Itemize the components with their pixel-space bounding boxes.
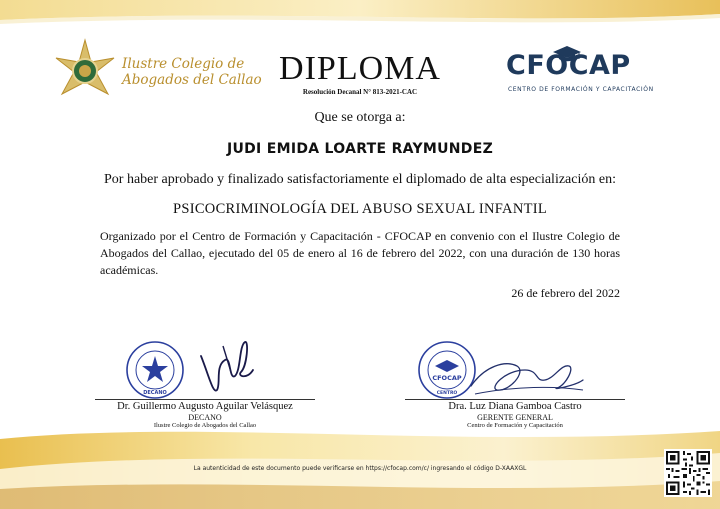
manager-organization: Centro de Formación y Capacitación — [467, 422, 563, 429]
colegio-seal-stamp-icon — [125, 340, 185, 400]
signature-line — [95, 399, 315, 400]
manager-role: GERENTE GENERAL — [477, 413, 553, 422]
top-gold-band — [0, 0, 720, 34]
dean-organization: Ilustre Colegio de Abogados del Callao — [153, 422, 257, 429]
diploma-title: DIPLOMA — [279, 50, 441, 87]
verification-note: La autenticidad de este documento puede verificarse en https://cfocap.com/c/ ingresando el código D-XAAXGL — [193, 465, 527, 472]
svg-text:DECANO: DECANO — [143, 390, 167, 396]
qr-code-icon[interactable] — [664, 449, 712, 497]
title-block — [262, 52, 458, 96]
colegio-name-line2: Abogados del Callao — [122, 72, 262, 88]
bottom-gold-band — [0, 419, 720, 509]
colegio-name-line1: Ilustre Colegio de — [122, 56, 245, 72]
colegio-star-emblem-icon — [52, 38, 118, 104]
svg-text:CENTRO: CENTRO — [436, 391, 458, 396]
svg-text:CFOCAP: CFOCAP — [432, 374, 462, 382]
signature-line — [405, 399, 625, 400]
cfocap-logo — [500, 44, 660, 100]
granted-to-label: Que se otorga a: — [314, 110, 406, 125]
award-reason: Por haber aprobado y finalizado satisfactoriamente el diplomado de alta especialización en: — [104, 172, 616, 187]
course-description: Organizado por el Centro de Formación y Capacitación - CFOCAP en convenio con el Ilustre Colegio de Abogados del Callao, ejecutado del 05 de enero al 16 de febrero del 2022, con una duración de 130 horas académicas. — [100, 229, 620, 277]
resolution-number: Resolución Decanal N° 813-2021-CAC — [302, 88, 418, 96]
manager-handwritten-signature-icon — [465, 356, 585, 398]
manager-name: Dra. Luz Diana Gamboa Castro — [448, 401, 582, 412]
colegio-name — [122, 56, 262, 88]
dean-handwritten-signature-icon — [195, 336, 255, 398]
cfocap-subtitle: CENTRO DE FORMACIÓN Y CAPACITACIÓN — [508, 86, 654, 93]
dean-name: Dr. Guillermo Augusto Aguilar Velásquez — [117, 401, 293, 412]
dean-role: DECANO — [188, 413, 222, 422]
course-title: PSICOCRIMINOLOGÍA DEL ABUSO SEXUAL INFANTIL — [172, 201, 548, 217]
recipient-name: JUDI EMIDA LOARTE RAYMUNDEZ — [226, 141, 494, 157]
colegio-logo — [52, 38, 262, 108]
issue-date: 26 de febrero del 2022 — [511, 286, 620, 300]
cfocap-wordmark: CFOCAP — [506, 50, 631, 81]
